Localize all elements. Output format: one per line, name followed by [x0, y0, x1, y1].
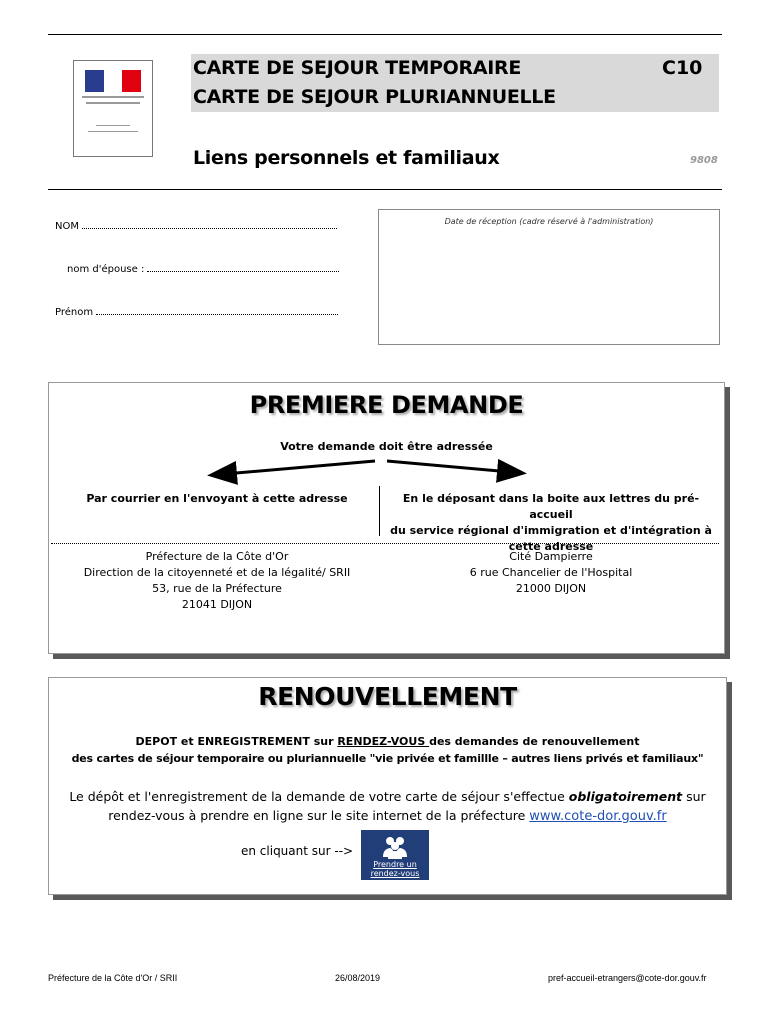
nom-label: NOM	[55, 221, 79, 232]
people-group-icon	[381, 835, 409, 859]
form-code: C10	[662, 57, 703, 79]
address-divider	[51, 543, 719, 544]
renouvellement-line1: DEPOT et ENREGISTREMENT sur RENDEZ-VOUS des demandes de renouvellement	[135, 735, 640, 748]
renouvellement-line2: des cartes de séjour temporaire ou pluriannuelle "vie privée et famillle – autres liens privés et familiaux"	[71, 752, 704, 765]
footer-left: Préfecture de la Côte d'Or / SRII	[48, 973, 178, 983]
depot-header: En le déposant dans la boite aux lettres du pré-accueil du service régional d'immigration et d'intégration à cette adresse	[390, 492, 712, 553]
arrows-icon	[49, 453, 726, 493]
reception-label: Date de réception (cadre réservé à l'administration)	[444, 217, 654, 226]
column-divider	[379, 486, 380, 536]
premiere-demande-title: PREMIERE DEMANDE	[249, 391, 524, 419]
prefecture-website-link[interactable]: www.cote-dor.gouv.fr	[529, 809, 667, 824]
premiere-demande-box	[48, 382, 725, 654]
depot-address: Cité Dampierre 6 rue Chancelier de l'Hospital 21000 DIJON	[469, 550, 633, 595]
title-line-1: CARTE DE SEJOUR TEMPORAIRE	[193, 57, 522, 79]
courrier-address: Préfecture de la Côte d'Or Direction de la citoyenneté et de la légalité/ SRII 53, rue de la Préfecture 21041 DIJON	[83, 550, 351, 611]
nom-field[interactable]	[55, 219, 337, 232]
republique-francaise-logo	[73, 60, 153, 157]
footer-date: 26/08/2019	[335, 973, 381, 983]
nom-epouse-field[interactable]	[67, 262, 339, 275]
premiere-demande-subtitle: Votre demande doit être adressée	[280, 440, 493, 453]
rendez-vous-button-label: Prendre un rendez-vous	[370, 860, 420, 878]
footer-email: pref-accueil-etrangers@cote-dor.gouv.fr	[548, 973, 707, 983]
form-number: 9808	[690, 155, 718, 166]
french-flag-icon	[85, 70, 141, 92]
renouvellement-paragraph: Le dépôt et l'enregistrement de la demande de votre carte de séjour s'effectue obligatoirement sur rendez-vous à prendre en ligne sur le site internet de la préfecture www.cote-dor.gouv.fr	[69, 789, 706, 824]
header-bottom-rule	[48, 189, 722, 190]
form-subtitle: Liens personnels et familiaux	[193, 147, 500, 169]
title-line-2: CARTE DE SEJOUR PLURIANNUELLE	[193, 86, 556, 108]
click-instruction: en cliquant sur -->	[241, 844, 354, 858]
top-rule	[48, 34, 722, 35]
nom-epouse-label: nom d'épouse :	[67, 264, 145, 275]
prenom-label: Prénom	[55, 307, 94, 318]
reception-date-box	[378, 209, 720, 345]
renouvellement-title: RENOUVELLEMENT	[258, 682, 517, 711]
prendre-rendez-vous-button[interactable]	[361, 830, 429, 880]
prenom-field[interactable]	[55, 305, 338, 318]
courrier-header: Par courrier en l'envoyant à cette adresse	[86, 492, 348, 505]
